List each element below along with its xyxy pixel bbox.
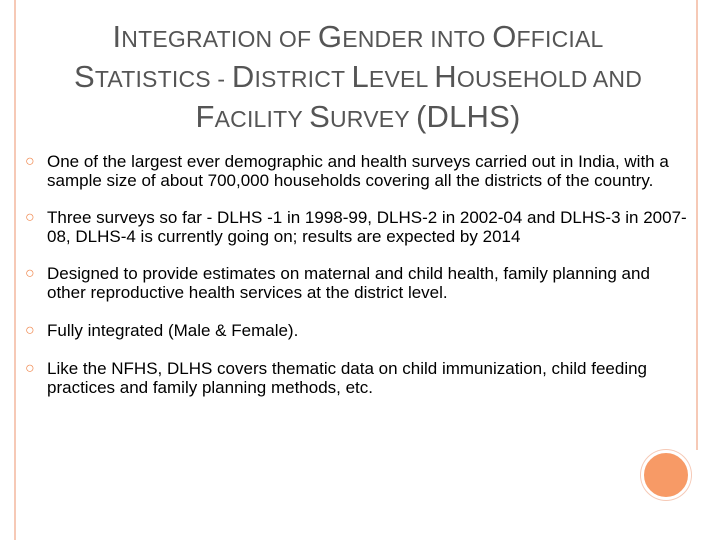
list-item	[25, 208, 687, 246]
hollow-circle-icon: ○	[25, 265, 35, 282]
hollow-circle-icon: ○	[25, 153, 35, 170]
hollow-circle-icon: ○	[25, 322, 35, 339]
bullet-text: Three surveys so far - DLHS -1 in 1998-99, DLHS-2 in 2002-04 and DLHS-3 in 2007-08, DLHS-4 is currently going on; results are expected by 2014	[47, 208, 687, 246]
title-line-1: INTEGRATION OF GENDER INTO OFFICIAL	[112, 19, 604, 54]
bullet-text: One of the largest ever demographic and health surveys carried out in India, with a sample size of about 700,000 households covering all the districts of the country.	[47, 152, 669, 190]
list-item	[25, 152, 687, 190]
list-item	[25, 264, 687, 302]
list-item	[25, 321, 687, 340]
bullet-list	[25, 152, 687, 397]
left-border-line	[14, 0, 16, 540]
bullet-text: Fully integrated (Male & Female).	[47, 321, 299, 340]
slide-title	[30, 18, 686, 138]
title-line-2: STATISTICS - DISTRICT LEVEL HOUSEHOLD AND	[73, 59, 643, 94]
bullet-text: Designed to provide estimates on maternal and child health, family planning and other reproductive health services at the district level.	[47, 264, 650, 302]
hollow-circle-icon: ○	[25, 360, 35, 377]
title-line-3: FACILITY SURVEY (DLHS)	[195, 99, 521, 134]
orange-circle-decoration	[641, 450, 691, 500]
right-border-line	[696, 0, 698, 450]
hollow-circle-icon: ○	[25, 209, 35, 226]
list-item	[25, 359, 687, 397]
bullet-text: Like the NFHS, DLHS covers thematic data on child immunization, child feeding practices and family planning methods, etc.	[47, 359, 648, 397]
